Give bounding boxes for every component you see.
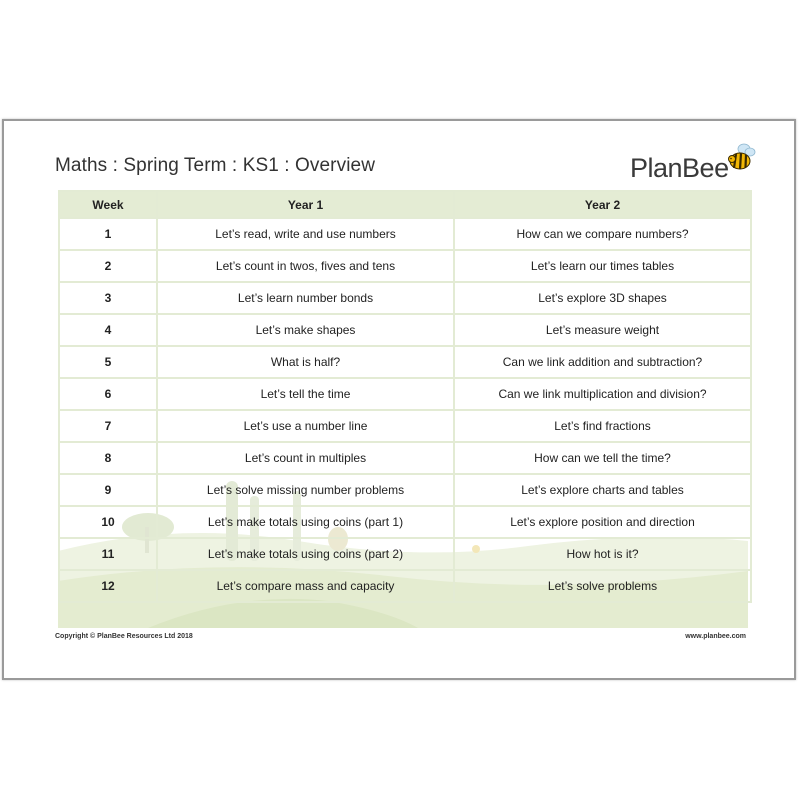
cell-year-2: Let’s measure weight [454,314,751,346]
table-header-row [59,191,751,218]
copyright-notice: Copyright © PlanBee Resources Ltd 2018 [55,633,193,640]
cell-year-1: Let’s tell the time [157,378,454,410]
cell-year-2: Let’s solve problems [454,570,751,602]
cell-week: 2 [59,250,157,282]
cell-year-1: Let’s learn number bonds [157,282,454,314]
column-header-year-1: Year 1 [157,191,454,218]
table-row [59,506,751,538]
cell-week: 12 [59,570,157,602]
cell-year-1: Let’s use a number line [157,410,454,442]
worksheet-page [2,119,796,680]
cell-year-2: Let’s explore charts and tables [454,474,751,506]
cell-week: 10 [59,506,157,538]
table-row [59,442,751,474]
website-link: www.planbee.com [685,633,746,640]
cell-week: 4 [59,314,157,346]
cell-year-2: How can we compare numbers? [454,218,751,250]
cell-week: 5 [59,346,157,378]
cell-year-1: What is half? [157,346,454,378]
planbee-logo [630,139,760,185]
cell-week: 11 [59,538,157,570]
cell-year-1: Let’s make totals using coins (part 2) [157,538,454,570]
cell-week: 3 [59,282,157,314]
logo-text-bee: Bee [682,153,729,183]
overview-table [58,190,752,603]
table-row [59,250,751,282]
column-header-year-2: Year 2 [454,191,751,218]
cell-year-1: Let’s make totals using coins (part 1) [157,506,454,538]
cell-year-2: Let’s learn our times tables [454,250,751,282]
table-row [59,570,751,602]
logo-text [630,153,729,184]
column-header-week: Week [59,191,157,218]
cell-year-1: Let’s read, write and use numbers [157,218,454,250]
table-row [59,410,751,442]
cell-year-2: Let’s explore 3D shapes [454,282,751,314]
cell-year-1: Let’s make shapes [157,314,454,346]
table-row [59,474,751,506]
cell-year-1: Let’s count in twos, fives and tens [157,250,454,282]
table-row [59,538,751,570]
page-title: Maths : Spring Term : KS1 : Overview [55,155,376,176]
table-row [59,282,751,314]
cell-year-1: Let’s solve missing number problems [157,474,454,506]
cell-year-2: Let’s find fractions [454,410,751,442]
cell-year-2: Can we link addition and subtraction? [454,346,751,378]
bee-icon [724,143,756,173]
table-row [59,314,751,346]
cell-year-1: Let’s count in multiples [157,442,454,474]
logo-text-plan: Plan [630,153,683,183]
table-row [59,218,751,250]
table-row [59,346,751,378]
cell-year-2: Can we link multiplication and division? [454,378,751,410]
cell-week: 6 [59,378,157,410]
cell-year-1: Let’s compare mass and capacity [157,570,454,602]
table-row [59,378,751,410]
cell-week: 1 [59,218,157,250]
cell-year-2: Let’s explore position and direction [454,506,751,538]
cell-week: 7 [59,410,157,442]
cell-year-2: How can we tell the time? [454,442,751,474]
cell-week: 8 [59,442,157,474]
cell-year-2: How hot is it? [454,538,751,570]
cell-week: 9 [59,474,157,506]
